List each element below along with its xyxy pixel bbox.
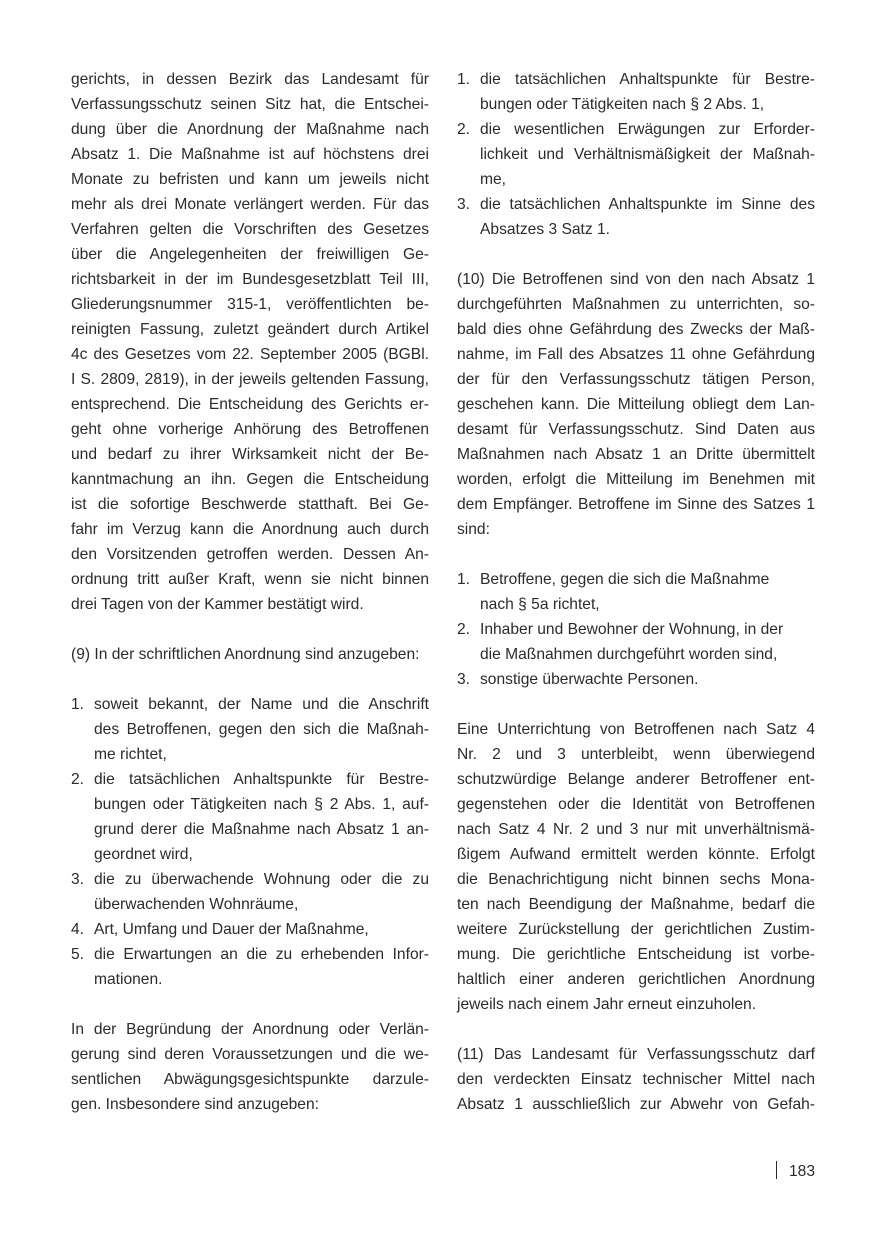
divider [776, 1161, 777, 1179]
text-line: nahme, im Fall des Absatzes 11 ohne Gefährdung [457, 346, 815, 363]
text-line: gerung sind deren Voraussetzungen und die we- [71, 1046, 429, 1063]
list-item [71, 867, 429, 917]
list-item [71, 917, 429, 942]
paragraph-10 [457, 267, 815, 542]
text-line: gerichts, in dessen Bezirk das Landesamt für [71, 71, 429, 88]
text-line: der für den Verfassungsschutz tätigen Person, [457, 371, 815, 388]
list-number: 3. [457, 196, 471, 213]
list-number: 1. [457, 571, 471, 588]
page-number [776, 1161, 815, 1183]
text-line: Nr. 2 und 3 unterbleibt, wenn überwiegend [457, 746, 815, 763]
list-number: 1. [71, 696, 85, 713]
text-line: gegenstehen oder die Identität von Betroffenen [457, 796, 815, 813]
text-line: grund derer die Maßnahme nach Absatz 1 an- [94, 821, 429, 838]
text-line: worden, erfolgt die Mitteilung im Benehmen mit [457, 471, 815, 488]
text-line: geordnet wird, [94, 846, 193, 863]
text-line: reinigten Fassung, zuletzt geändert durch Artikel [71, 321, 429, 338]
text-line: Verfassungsschutz seinen Sitz hat, die Entschei- [71, 96, 429, 113]
text-line: gen. Insbesondere sind anzugeben: [71, 1096, 319, 1113]
text-line: die Maßnahmen durchgeführt worden sind, [480, 646, 778, 663]
text-line: me richtet, [94, 746, 167, 763]
text-line: des Betroffenen, gegen den sich die Maßnah- [94, 721, 429, 738]
paragraph-11 [457, 1042, 815, 1117]
text-line: Art, Umfang und Dauer der Maßnahme, [94, 921, 369, 938]
text-line: (10) Die Betroffenen sind von den nach Absatz 1 [457, 271, 815, 288]
text-line: sind: [457, 521, 490, 538]
text-line: nach § 5a richtet, [480, 596, 600, 613]
paragraph-notice [457, 717, 815, 1017]
text-line: In der Begründung der Anordnung oder Verlän- [71, 1021, 429, 1038]
text-line: sentlichen Abwägungsgesichtspunkte darzule- [71, 1071, 429, 1088]
list-item [71, 942, 429, 992]
text-line: me, [480, 171, 506, 188]
text-line: weitere Zurückstellung der gerichtlichen Zustim- [457, 921, 815, 938]
paragraph-reasons [71, 1017, 429, 1117]
text-line: ist die sofortige Beschwerde statthaft. Bei Ge- [71, 496, 429, 513]
text-line: richtsbarkeit in der im Bundesgesetzblatt Teil III, [71, 271, 429, 288]
list-item [457, 192, 815, 242]
text-line: Absatzes 3 Satz 1. [480, 221, 611, 238]
list-item [71, 767, 429, 867]
paragraph-continued [71, 67, 429, 617]
list-item [457, 567, 815, 617]
text-line: Verfahren gelten die Vorschriften des Gesetzes [71, 221, 429, 238]
text-line: die wesentlichen Erwägungen zur Erforder- [480, 121, 815, 138]
list-item [457, 117, 815, 192]
text-line: mung. Die gerichtliche Entscheidung ist vorbe- [457, 946, 815, 963]
list-number: 1. [457, 71, 471, 88]
text-line: den Vorsitzenden getroffen werden. Dessen An- [71, 546, 429, 563]
list-item [71, 692, 429, 767]
text-line: fahr im Verzug kann die Anordnung auch durch [71, 521, 429, 538]
text-line: die Erwartungen an die zu erhebenden Infor- [94, 946, 429, 963]
text-line: den verdeckten Einsatz technischer Mittel nach [457, 1071, 815, 1088]
list-number: 5. [71, 946, 85, 963]
text-line: die Benachrichtigung nicht binnen sechs Mona- [457, 871, 815, 888]
left-column [71, 67, 429, 1117]
text-line: bungen oder Tätigkeiten nach § 2 Abs. 1, [480, 96, 765, 113]
text-line: Monate zu befristen und kann um jeweils nicht [71, 171, 429, 188]
list-number: 2. [457, 121, 471, 138]
text-line: lichkeit und Verhältnismäßigkeit der Maßnah- [480, 146, 815, 163]
list-item [457, 67, 815, 117]
list-number: 3. [457, 671, 471, 688]
text-line: kanntmachung an ihn. Gegen die Entscheidung [71, 471, 429, 488]
text-line: ßigem Aufwand ermittelt werden könnte. Erfolgt [457, 846, 815, 863]
list-number: 3. [71, 871, 85, 888]
text-line: nach Satz 4 Nr. 2 und 3 nur mit unverhältnismä- [457, 821, 815, 838]
text-line: Maßnahmen nach Absatz 1 an Dritte übermittelt [457, 446, 815, 463]
text-line: die tatsächlichen Anhaltspunkte im Sinne des [480, 196, 815, 213]
list-item [457, 617, 815, 667]
text-line: 4c des Gesetzes vom 22. September 2005 (BGBl. [71, 346, 429, 363]
text-line: schutzwürdige Belange anderer Betroffener ent- [457, 771, 815, 788]
text-line: überwachenden Wohnräume, [94, 896, 299, 913]
list-10 [457, 567, 815, 692]
list-reasons [457, 67, 815, 242]
text-line: die zu überwachende Wohnung oder die zu [94, 871, 429, 888]
list-9 [71, 692, 429, 992]
text-line: ten nach Beendigung der Maßnahme, bedarf die [457, 896, 815, 913]
list-number: 4. [71, 921, 85, 938]
text-line: Betroffene, gegen die sich die Maßnahme [480, 571, 770, 588]
text-line: geht ohne vorherige Anhörung des Betroffenen [71, 421, 429, 438]
text-line: die tatsächlichen Anhaltspunkte für Bestre- [94, 771, 429, 788]
text-line: durchgeführten Maßnahmen zu unterrichten, so- [457, 296, 815, 313]
paragraph-9-intro: (9) In der schriftlichen Anordnung sind anzugeben: [71, 646, 420, 663]
text-line: bungen oder Tätigkeiten nach § 2 Abs. 1, auf- [94, 796, 429, 813]
text-line: jeweils nach einem Jahr erneut einzuholen. [457, 996, 757, 1013]
text-line: geschehen kann. Die Mitteilung obliegt dem Lan- [457, 396, 815, 413]
text-line: Absatz 1. Die Maßnahme ist auf höchstens drei [71, 146, 429, 163]
text-line: die tatsächlichen Anhaltspunkte für Bestre- [480, 71, 815, 88]
text-line: entsprechend. Die Entscheidung des Gerichts er- [71, 396, 429, 413]
text-line: ordnung tritt außer Kraft, wenn sie nicht binnen [71, 571, 429, 588]
text-line: mehr als drei Monate verlängert werden. Für das [71, 196, 429, 213]
page-number-text: 183 [788, 1163, 815, 1180]
text-line: bald dies ohne Gefährdung des Zwecks der Maß- [457, 321, 815, 338]
list-number: 2. [457, 621, 471, 638]
text-line: desamt für Verfassungsschutz. Sind Daten aus [457, 421, 815, 438]
text-line: Absatz 1 ausschließlich zur Abwehr von Gefah- [457, 1096, 815, 1113]
text-line: und bedarf zu ihrer Wirksamkeit nicht der Be- [71, 446, 429, 463]
text-line: I S. 2809, 2819), in der jeweils geltenden Fassung, [71, 371, 429, 388]
text-line: soweit bekannt, der Name und die Anschrift [94, 696, 429, 713]
right-column [457, 67, 815, 1117]
list-number: 2. [71, 771, 85, 788]
text-line: Inhaber und Bewohner der Wohnung, in der [480, 621, 784, 638]
text-line: dung über die Anordnung der Maßnahme nach [71, 121, 429, 138]
text-line: sonstige überwachte Personen. [480, 671, 699, 688]
text-line: haltlich einer anderen gerichtlichen Anordnung [457, 971, 815, 988]
text-line: über die Angelegenheiten der freiwilligen Ge- [71, 246, 429, 263]
text-line: Gliederungsnummer 315-1, veröffentlichten be- [71, 296, 429, 313]
text-line: mationen. [94, 971, 163, 988]
text-line: drei Tagen von der Kammer bestätigt wird. [71, 596, 364, 613]
text-line: Eine Unterrichtung von Betroffenen nach Satz 4 [457, 721, 815, 738]
text-line: (11) Das Landesamt für Verfassungsschutz darf [457, 1046, 815, 1063]
list-item [457, 667, 815, 692]
text-line: dem Empfänger. Betroffene im Sinne des Satzes 1 [457, 496, 815, 513]
